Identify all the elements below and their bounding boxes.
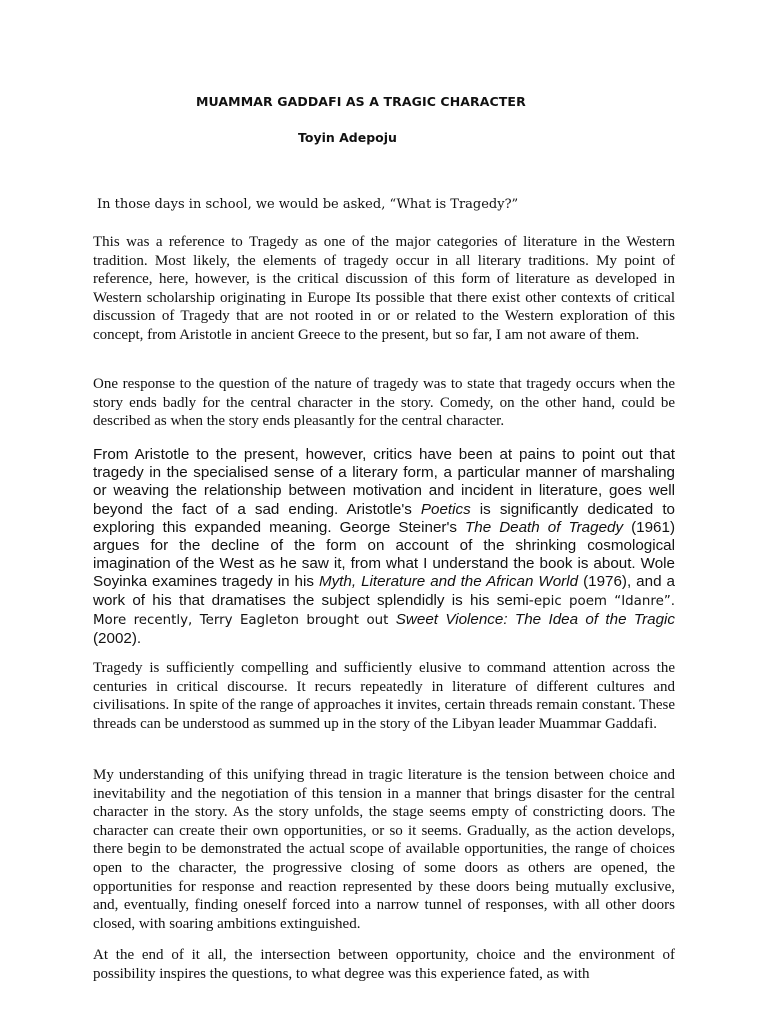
author-name: Toyin Adepoju bbox=[298, 130, 397, 145]
lead-question: In those days in school, we would be asked, “What is Tragedy?” bbox=[97, 197, 519, 212]
paragraph-4: Tragedy is sufficiently compelling and sufficiently elusive to command attention across the centuries in critical discourse. It recurs repeatedly in literature of different cultures and civilisations. In spite of the range of approaches it invites, certain threads remain constant. These threads can be understood as summed up in the story of the Libyan leader Muammar Gaddafi. bbox=[93, 660, 675, 732]
title-poetics: Poetics bbox=[420, 500, 471, 518]
paragraph-3 bbox=[93, 446, 675, 648]
document-title: MUAMMAR GADDAFI AS A TRAGIC CHARACTER bbox=[196, 94, 526, 109]
paragraph-3-text-6: (2002). bbox=[93, 630, 142, 648]
paragraph-3-text-5: epic poem “Idanre”. More recently, Terry Eagleton brought out bbox=[93, 593, 676, 628]
title-sweet-violence: Sweet Violence: The Idea of the Tragic bbox=[395, 610, 675, 628]
title-myth-literature: Myth, Literature and the African World bbox=[318, 573, 579, 591]
paragraph-1: This was a reference to Tragedy as one of the major categories of literature in the Western tradition. Most likely, the elements of tragedy occur in all literary traditions. My point of reference, here, however, is the critical discussion of this form of literature as developed in Western scholarship originating in Europe Its possible that there exist other contexts of critical discussion of Tragedy that are not rooted in or or related to the Western exploration of this concept, from Aristotle in ancient Greece to the present, but so far, I am not aware of them. bbox=[93, 234, 675, 343]
paragraph-3-text-3: (1961) argues for the decline of the form on account of the shrinking cosmological imagination of the West as he saw it, from what I understand the book is about. Wole Soyinka examines tragedy in his bbox=[93, 518, 676, 591]
title-death-of-tragedy: The Death of Tragedy bbox=[464, 518, 624, 536]
paragraph-2: One response to the question of the nature of tragedy was to state that tragedy occurs when the story ends badly for the central character in the story. Comedy, on the other hand, could be described as when the story ends pleasantly for the central character. bbox=[93, 376, 675, 430]
paragraph-3-text-1: From Aristotle to the present, however, critics have been at pains to point out that tragedy in the specialised sense of a literary form, a particular manner of marshaling or weaving the relationship between motivation and incident in literature, goes well beyond the fact of a sad ending. Aristotle's bbox=[93, 446, 675, 518]
paragraph-3-text-4: (1976), and a work of his that dramatises the subject splendidly is his semi- bbox=[93, 573, 675, 609]
paragraph-6: At the end of it all, the intersection between opportunity, choice and the environment of possibility inspires the questions, to what degree was this experience fated, as with bbox=[93, 947, 675, 982]
paragraph-5: My understanding of this unifying thread in tragic literature is the tension between choice and inevitability and the negotiation of this tension in a manner that brings disaster for the central character in the story. As the story unfolds, the stage seems empty of constricting doors. The character can create their own opportunities, or so it seems. Gradually, as the action develops, there begin to be demonstrated the actual scope of available opportunities, the range of choices open to the character, the progressive closing of some doors as others are opened, the opportunities for response and reaction represented by these doors being mutually exclusive, and, eventually, finding oneself forced into a narrow tunnel of responses, with all other doors closed, with soaring ambitions extinguished. bbox=[93, 767, 675, 932]
paragraph-3-text-2: is significantly dedicated to exploring this expanded meaning. George Steiner's bbox=[93, 500, 675, 536]
